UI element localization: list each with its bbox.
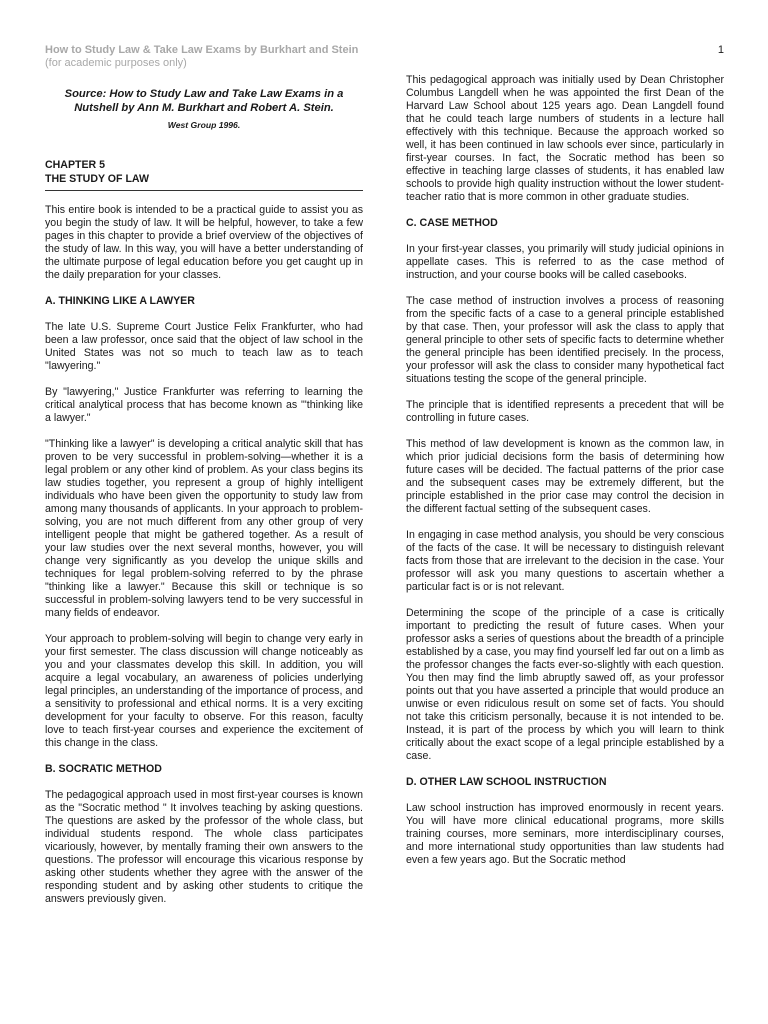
source-citation: Source: How to Study Law and Take Law Exams in a Nutshell by Ann M. Burkhart and Robert A. Stein. xyxy=(64,88,344,114)
paragraph: In engaging in case method analysis, you should be very conscious of the facts of the case. It will be necessary to distinguish relevant facts from those that are irrelevant to the decision in the case. Your professor will ask you many questions to ascertain whether a particular fact is or is not relevant. xyxy=(406,529,724,593)
running-title: How to Study Law & Take Law Exams by Burkhart and Stein xyxy=(45,44,359,56)
chapter-divider xyxy=(45,190,363,191)
paragraph: The pedagogical approach used in most first-year courses is known as the "Socratic method " It involves teaching by asking questions. The questions are asked by the professor of the whole class, but individual students respond. The whole class participates vicariously, however, by mentally framing their own answers to the questions. The professor will encourage this vicarious response by asking other students whether they agree with the answer of the responding student and by asking other students to critique the answers previously given. xyxy=(45,789,363,905)
paragraph: In your first-year classes, you primarily will study judicial opinions in appellate cases. This is referred to as the case method of instruction, and your course books will be called casebooks. xyxy=(406,243,724,281)
paragraph: "Thinking like a lawyer" is developing a critical analytic skill that has proven to be very successful in problem-solving—whether it is a legal problem or any other kind of problem. As your class begins its law studies together, you represent a group of highly intelligent individuals who have been given the opportunity to study law from among many thousands of applicants. In your approach to problem-solving, you are not much different from any other group of very intelligent people that might be gathered together. As a result of your law studies over the next several months, however, you will change very significantly as you develop the unique skills and techniques for legal problem-solving referred to by the phrase "thinking like a lawyer." Because this skill or technique is so successful in problem-solving lawyers tend to be very successful in many fields of endeavor. xyxy=(45,438,363,619)
paragraph: By "lawyering," Justice Frankfurter was referring to learning the critical analytical process that has become known as "'thinking like a lawyer." xyxy=(45,386,363,424)
page-header xyxy=(45,44,425,70)
page-number: 1 xyxy=(717,44,724,56)
paragraph: The principle that is identified represents a precedent that will be controlling in future cases. xyxy=(406,399,724,424)
section-heading-d: D. OTHER LAW SCHOOL INSTRUCTION xyxy=(406,776,607,788)
paragraph: Determining the scope of the principle of a case is critically important to predicting the result of future cases. When your professor asks a series of questions about the breadth of a principle established by a case, you may find yourself led far out on a limb as the professor changes the facts ever-so-slightly with each question. You then may find the limb abruptly sawed off, as your professor points out that you have asserted a principle that would produce an unwise or even ridiculous result on some set of facts. You should not take this criticism personally, because it is not intended to be. Instead, it is part of the process by which you will learn to think critically about the exact scope of a legal principle established by a case. xyxy=(406,607,724,762)
section-heading-b: B. SOCRATIC METHOD xyxy=(45,763,162,775)
paragraph: The case method of instruction involves a process of reasoning from the specific facts of a case to a general principle established by that case. Then, your professor will ask the class to apply that general principle to other sets of specific facts to determine whether the general principle has been identified precisely. In the process, your professor will ask the class to consider many hypothetical fact situations testing the scope of the general principle. xyxy=(406,295,724,385)
publisher: West Group 1996. xyxy=(167,120,241,130)
right-column xyxy=(406,74,724,880)
paragraph: Your approach to problem-solving will begin to change very early in your first semester. The class discussion will change noticeably as you and your classmates develop this skill. In addition, you will acquire a legal vocabulary, an awareness of policies underlying legal principles, an understanding of the importance of process, and a sensitivity to professional and ethical norms. It is a very exciting development for your faculty to observe. For this reason, faculty love to teach first-year courses and experience the excitement of this change in the class. xyxy=(45,633,364,749)
section-heading-c: C. CASE METHOD xyxy=(406,217,498,229)
left-column xyxy=(45,87,363,919)
chapter-title: THE STUDY OF LAW xyxy=(45,173,149,185)
paragraph: Law school instruction has improved enormously in recent years. You will have more clinical educational programs, more skills training courses, more seminars, more interdisciplinary courses, and more international study opportunities than law students had even a few years ago. But the Socratic method xyxy=(406,802,724,866)
section-heading-a: A. THINKING LIKE A LAWYER xyxy=(45,295,195,307)
paragraph: This pedagogical approach was initially used by Dean Christopher Columbus Langdell when he was appointed the first Dean of the Harvard Law School about 125 years ago. Dean Langdell found that he could teach large numbers of students in a lecture hall effectively with this technique. Because the approach worked so well, it has been continued in law schools ever since, particularly in first-year courses. In fact, the Socratic method has been so effective in teaching large classes of students, it has enabled law schools to provide high quality instruction without the lower student-teacher ratio that is more common in other graduate studies. xyxy=(406,74,724,203)
paragraph: The late U.S. Supreme Court Justice Felix Frankfurter, who had been a law professor, once said that the object of law school in the United States was not so much to teach law as to teach "lawyering." xyxy=(45,321,363,372)
intro-paragraph: This entire book is intended to be a practical guide to assist you as you begin the study of law. It will be helpful, however, to take a few pages in this chapter to provide a brief overview of the objectives of the study of law. In this way, you will have a better understanding of the ultimate purpose of legal education before you get caught up in the daily preparation for your classes. xyxy=(45,204,363,281)
chapter-number: CHAPTER 5 xyxy=(45,159,106,171)
paragraph: This method of law development is known as the common law, in which prior judicial decisions form the basis of determining how future cases will be decided. The factual patterns of the prior case and the subsequent cases may be extremely different, but the principle established in the prior case may control the decision in the different factual setting of the subsequent cases. xyxy=(406,438,724,515)
header-note: (for academic purposes only) xyxy=(45,57,187,69)
